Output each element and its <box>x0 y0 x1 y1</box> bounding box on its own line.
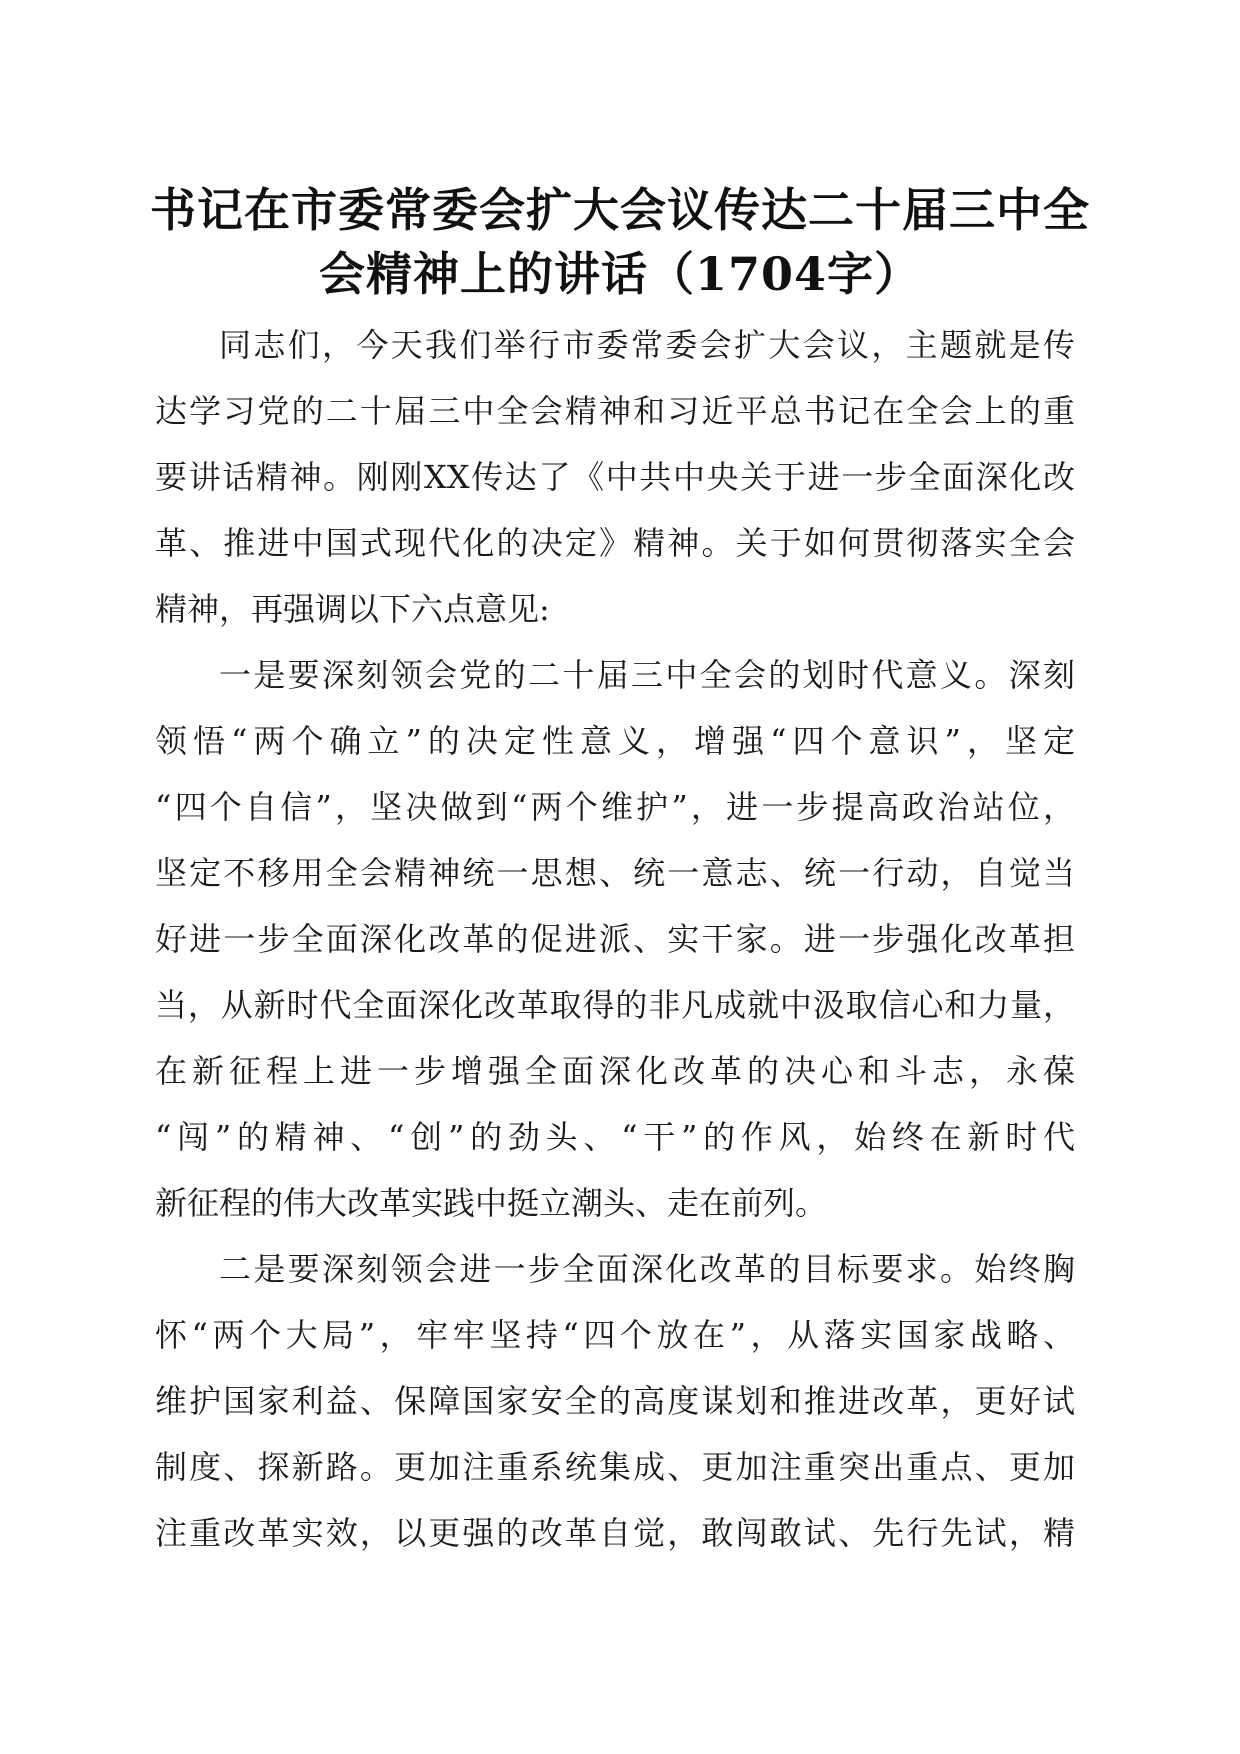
text-line: “闯”的精神、“创”的劲头、“干”的作风，始终在新时代 <box>155 1118 1075 1156</box>
document-title <box>150 178 1090 306</box>
text-line: 精神，再强调以下六点意见: <box>155 590 550 628</box>
text-line: 维护国家利益、保障国家安全的高度谋划和推进改革，更好试 <box>155 1382 1075 1420</box>
text-line: 好进一步全面深化改革的促进派、实干家。进一步强化改革担 <box>155 920 1075 958</box>
document-body <box>155 312 1075 1566</box>
text-line: 在新征程上进一步增强全面深化改革的决心和斗志，永葆 <box>155 1052 1075 1090</box>
text-line: 达学习党的二十届三中全会精神和习近平总书记在全会上的重 <box>155 392 1075 430</box>
text-line: 二是要深刻领会进一步全面深化改革的目标要求。始终胸 <box>219 1250 1075 1288</box>
paragraph-point-one <box>155 642 1075 1236</box>
text-line: 同志们，今天我们举行市委常委会扩大会议，主题就是传 <box>219 326 1075 364</box>
text-line: 领悟“两个确立”的决定性意义，增强“四个意识”，坚定 <box>155 722 1075 760</box>
text-line: 革、推进中国式现代化的决定》精神。关于如何贯彻落实全会 <box>155 524 1075 562</box>
text-line: 要讲话精神。刚刚XX传达了《中共中央关于进一步全面深化改 <box>155 458 1075 496</box>
text-line: 坚定不移用全会精神统一思想、统一意志、统一行动，自觉当 <box>155 854 1075 892</box>
text-line: 一是要深刻领会党的二十届三中全会的划时代意义。深刻 <box>219 656 1075 694</box>
text-line: 注重改革实效，以更强的改革自觉，敢闯敢试、先行先试，精 <box>155 1514 1075 1552</box>
title-line: 书记在市委常委会扩大会议传达二十届三中全 <box>150 183 1090 237</box>
text-line: 新征程的伟大改革实践中挺立潮头、走在前列。 <box>155 1184 828 1222</box>
paragraph-intro <box>155 312 1075 642</box>
text-line: 制度、探新路。更加注重系统集成、更加注重突出重点、更加 <box>155 1448 1075 1486</box>
text-line: “四个自信”，坚决做到“两个维护”，进一步提高政治站位， <box>155 788 1075 826</box>
title-line: 会精神上的讲话（1704字） <box>318 247 922 301</box>
text-line: 当，从新时代全面深化改革取得的非凡成就中汲取信心和力量， <box>155 986 1075 1024</box>
paragraph-point-two <box>155 1236 1075 1566</box>
text-line: 怀“两个大局”，牢牢坚持“四个放在”，从落实国家战略、 <box>155 1316 1075 1354</box>
